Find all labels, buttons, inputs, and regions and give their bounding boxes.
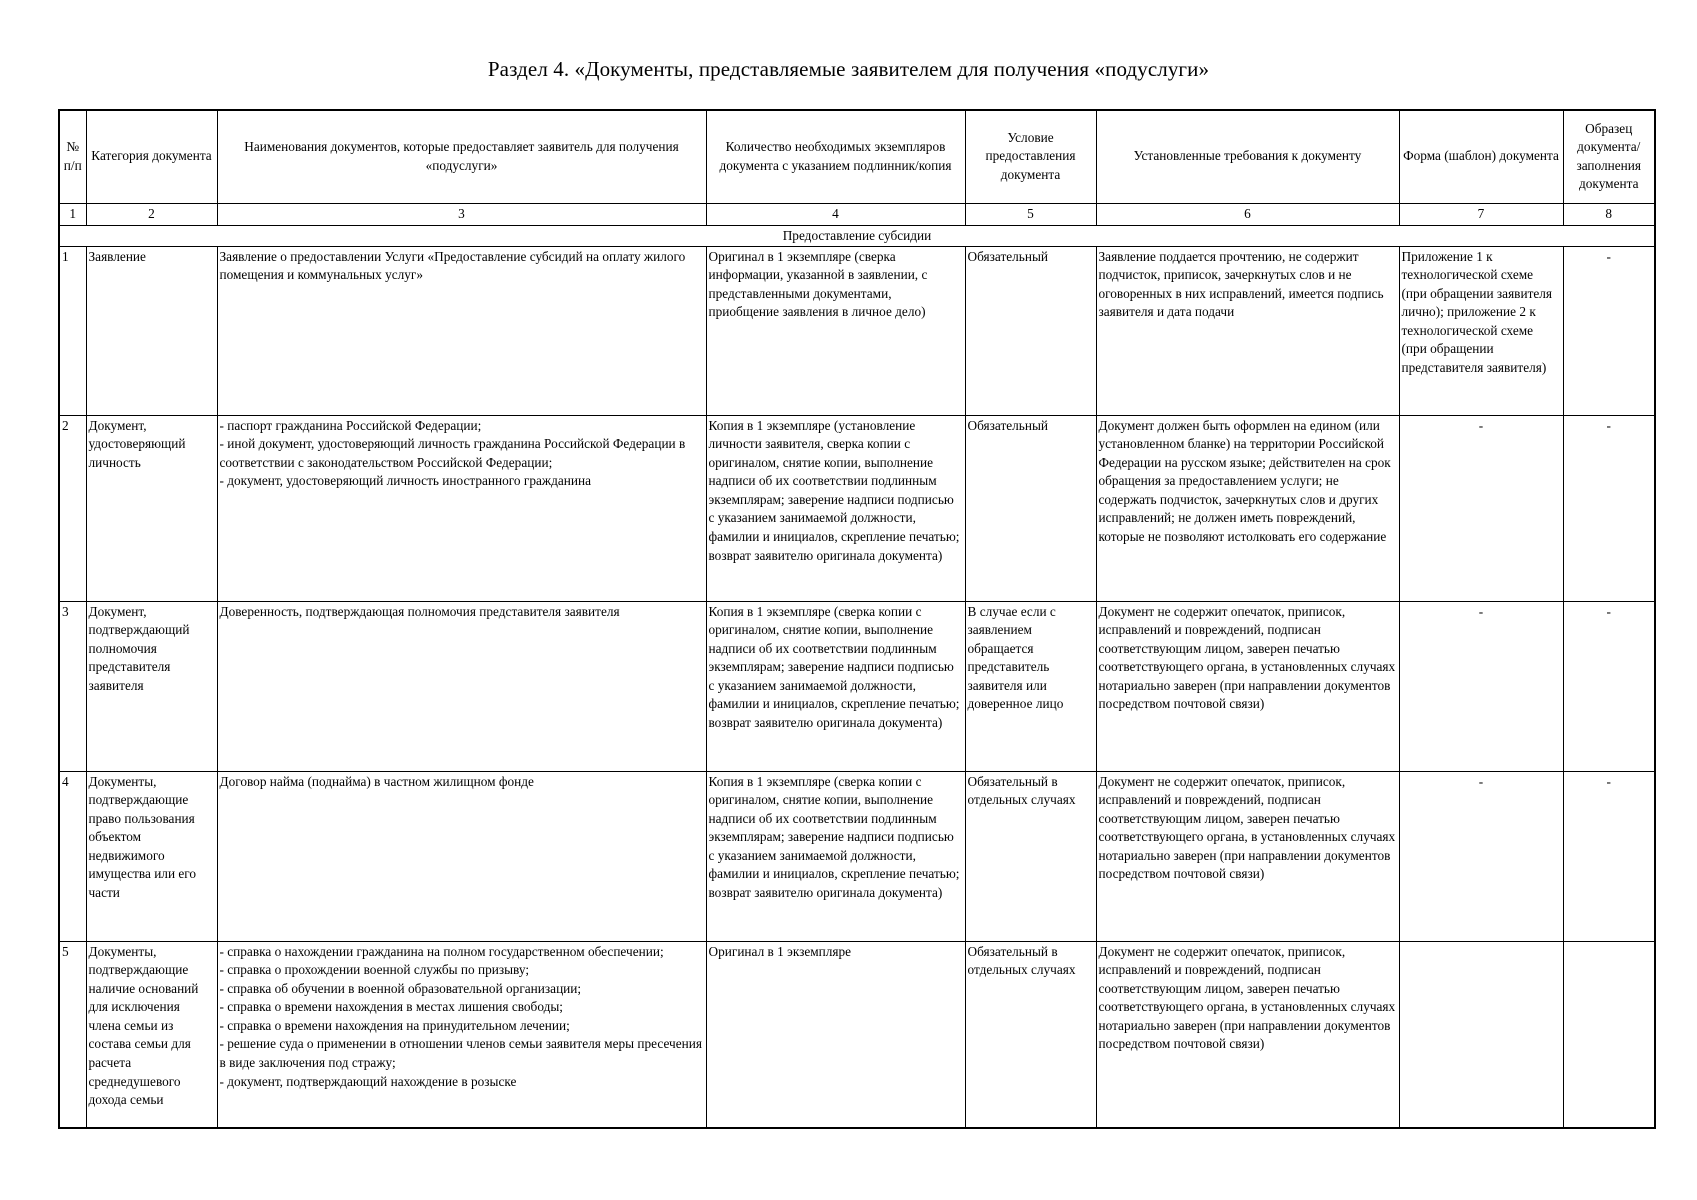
row-number: 3 <box>59 601 86 771</box>
column-number: 2 <box>86 203 217 225</box>
document-form: Приложение 1 к технологической схеме (при обращении заявителя лично); приложение 2 к технологической схеме (при обращении представителя заявителя) <box>1399 246 1563 415</box>
document-category: Документ, подтверждающий полномочия представителя заявителя <box>86 601 217 771</box>
table-row <box>59 415 1655 601</box>
document-name-item: - документ, подтверждающий нахождение в розыске <box>219 1073 517 1089</box>
header-cell-form: Форма (шаблон) документа <box>1399 110 1563 203</box>
row-number: 1 <box>59 246 86 415</box>
column-number: 7 <box>1399 203 1563 225</box>
document-name-item: - решение суда о применении в отношении членов семьи заявителя меры пресечения в виде заключения под стражу; <box>219 1036 702 1071</box>
copies-count: Копия в 1 экземпляре (сверка копии с оригиналом, снятие копии, выполнение надписи об их соответствии подлинным экземплярам; заверение надписи подписью с указанием занимаемой должности, фамилии и инициалов, скрепление печатью; возврат заявителю оригинала документа) <box>706 771 965 941</box>
document-names <box>217 246 706 415</box>
table-row <box>59 771 1655 941</box>
document-category: Документы, подтверждающие право пользования объектом недвижимого имущества или его части <box>86 771 217 941</box>
document-requirements: Документ должен быть оформлен на едином (или установленном бланке) на территории Российской Федерации на русском языке; действителен на срок обращения за предоставлением услуги; не содержать подчисток, зачеркнутых слов и других исправлений; не должен иметь повреждений, которые не позволяют истолковать его содержание <box>1096 415 1399 601</box>
document-requirements: Заявление поддается прочтению, не содержит подчисток, приписок, зачеркнутых слов и не оговоренных в них исправлений, имеется подпись заявителя и дата подачи <box>1096 246 1399 415</box>
document-names <box>217 601 706 771</box>
document-name-item: - справка об обучении в военной образовательной организации; <box>219 980 582 996</box>
header-cell-number: № п/п <box>59 110 86 203</box>
header-cell-category: Категория документа <box>86 110 217 203</box>
document-name-item: Договор найма (поднайма) в частном жилищном фонде <box>219 773 534 789</box>
document-category: Заявление <box>86 246 217 415</box>
document-name-item: - паспорт гражданина Российской Федерации; <box>219 417 482 433</box>
document-form: - <box>1399 601 1563 771</box>
document-sample: - <box>1563 246 1655 415</box>
document-name-item: - справка о времени нахождения в местах лишения свободы; <box>219 999 563 1015</box>
document-names <box>217 941 706 1128</box>
section-row <box>59 225 1655 246</box>
header-cell-requirements: Установленные требования к документу <box>1096 110 1399 203</box>
document-form: - <box>1399 771 1563 941</box>
document-names <box>217 415 706 601</box>
header-cell-document-names: Наименования документов, которые предоставляет заявитель для получения «подуслуги» <box>217 110 706 203</box>
header-cell-sample: Образец документа/заполнения документа <box>1563 110 1655 203</box>
header-cell-copies: Количество необходимых экземпляров документа с указанием подлинник/копия <box>706 110 965 203</box>
copies-count: Оригинал в 1 экземпляре (сверка информации, указанной в заявлении, с представленными документами, приобщение заявления в личное дело) <box>706 246 965 415</box>
document-sample: - <box>1563 601 1655 771</box>
provision-condition: Обязательный в отдельных случаях <box>965 941 1096 1128</box>
document-requirements: Документ не содержит опечаток, приписок, исправлений и повреждений, подписан соответствующим лицом, заверен печатью соответствующего органа, в установленных случаях нотариально заверен (при направлении документов посредством почтовой связи) <box>1096 601 1399 771</box>
column-number: 5 <box>965 203 1096 225</box>
copies-count: Копия в 1 экземпляре (установление личности заявителя, сверка копии с оригиналом, снятие копии, выполнение надписи об их соответствии подлинным экземплярам; заверение надписи подписью с указанием занимаемой должности, фамилии и инициалов, скрепление печатью; возврат заявителю оригинала документа) <box>706 415 965 601</box>
provision-condition: В случае если с заявлением обращается представитель заявителя или доверенное лицо <box>965 601 1096 771</box>
document-category: Документы, подтверждающие наличие оснований для исключения члена семьи из состава семьи для расчета среднедушевого дохода семьи <box>86 941 217 1128</box>
document-sample: - <box>1563 771 1655 941</box>
table-row <box>59 601 1655 771</box>
table-row <box>59 246 1655 415</box>
column-number: 8 <box>1563 203 1655 225</box>
row-number: 5 <box>59 941 86 1128</box>
column-numbers-row <box>59 203 1655 225</box>
row-number: 4 <box>59 771 86 941</box>
table-row <box>59 941 1655 1128</box>
document-name-item: - справка о прохождении военной службы по призыву; <box>219 962 530 978</box>
copies-count: Копия в 1 экземпляре (сверка копии с оригиналом, снятие копии, выполнение надписи об их соответствии подлинным экземплярам; заверение надписи подписью с указанием занимаемой должности, фамилии и инициалов, скрепление печатью; возврат заявителю оригинала документа) <box>706 601 965 771</box>
document-name-item: Заявление о предоставлении Услуги «Предоставление субсидий на оплату жилого помещения и коммунальных услуг» <box>219 248 686 283</box>
document-category: Документ, удостоверяющий личность <box>86 415 217 601</box>
column-number: 6 <box>1096 203 1399 225</box>
column-number: 1 <box>59 203 86 225</box>
page-title: Раздел 4. «Документы, представляемые заявителем для получения «подуслуги» <box>487 57 1210 81</box>
document-name-item: - справка о времени нахождения на принудительном лечении; <box>219 1017 570 1033</box>
header-cell-condition: Условие предоставления документа <box>965 110 1096 203</box>
document-requirements: Документ не содержит опечаток, приписок, исправлений и повреждений, подписан соответствующим лицом, заверен печатью соответствующего органа, в установленных случаях нотариально заверен (при направлении документов посредством почтовой связи) <box>1096 941 1399 1128</box>
copies-count: Оригинал в 1 экземпляре <box>706 941 965 1128</box>
row-number: 2 <box>59 415 86 601</box>
documents-table <box>58 109 1656 1129</box>
column-number: 4 <box>706 203 965 225</box>
document-names <box>217 771 706 941</box>
document-name-item: - справка о нахождении гражданина на полном государственном обеспечении; <box>219 943 664 959</box>
document-form: - <box>1399 415 1563 601</box>
document-name-item: Доверенность, подтверждающая полномочия представителя заявителя <box>219 603 620 619</box>
document-name-item: - иной документ, удостоверяющий личность гражданина Российской Федерации в соответствии с законодательством Российской Федерации; <box>219 436 686 470</box>
provision-condition: Обязательный в отдельных случаях <box>965 771 1096 941</box>
document-sample <box>1563 941 1655 1128</box>
section-title: Предоставление субсидии <box>59 225 1655 246</box>
column-number: 3 <box>217 203 706 225</box>
provision-condition: Обязательный <box>965 415 1096 601</box>
document-requirements: Документ не содержит опечаток, приписок, исправлений и повреждений, подписан соответствующим лицом, заверен печатью соответствующего органа, в установленных случаях нотариально заверен (при направлении документов посредством почтовой связи) <box>1096 771 1399 941</box>
document-name-item: - документ, удостоверяющий личность иностранного гражданина <box>219 473 591 489</box>
provision-condition: Обязательный <box>965 246 1096 415</box>
document-form <box>1399 941 1563 1128</box>
table-header-row <box>59 110 1655 203</box>
document-sample: - <box>1563 415 1655 601</box>
